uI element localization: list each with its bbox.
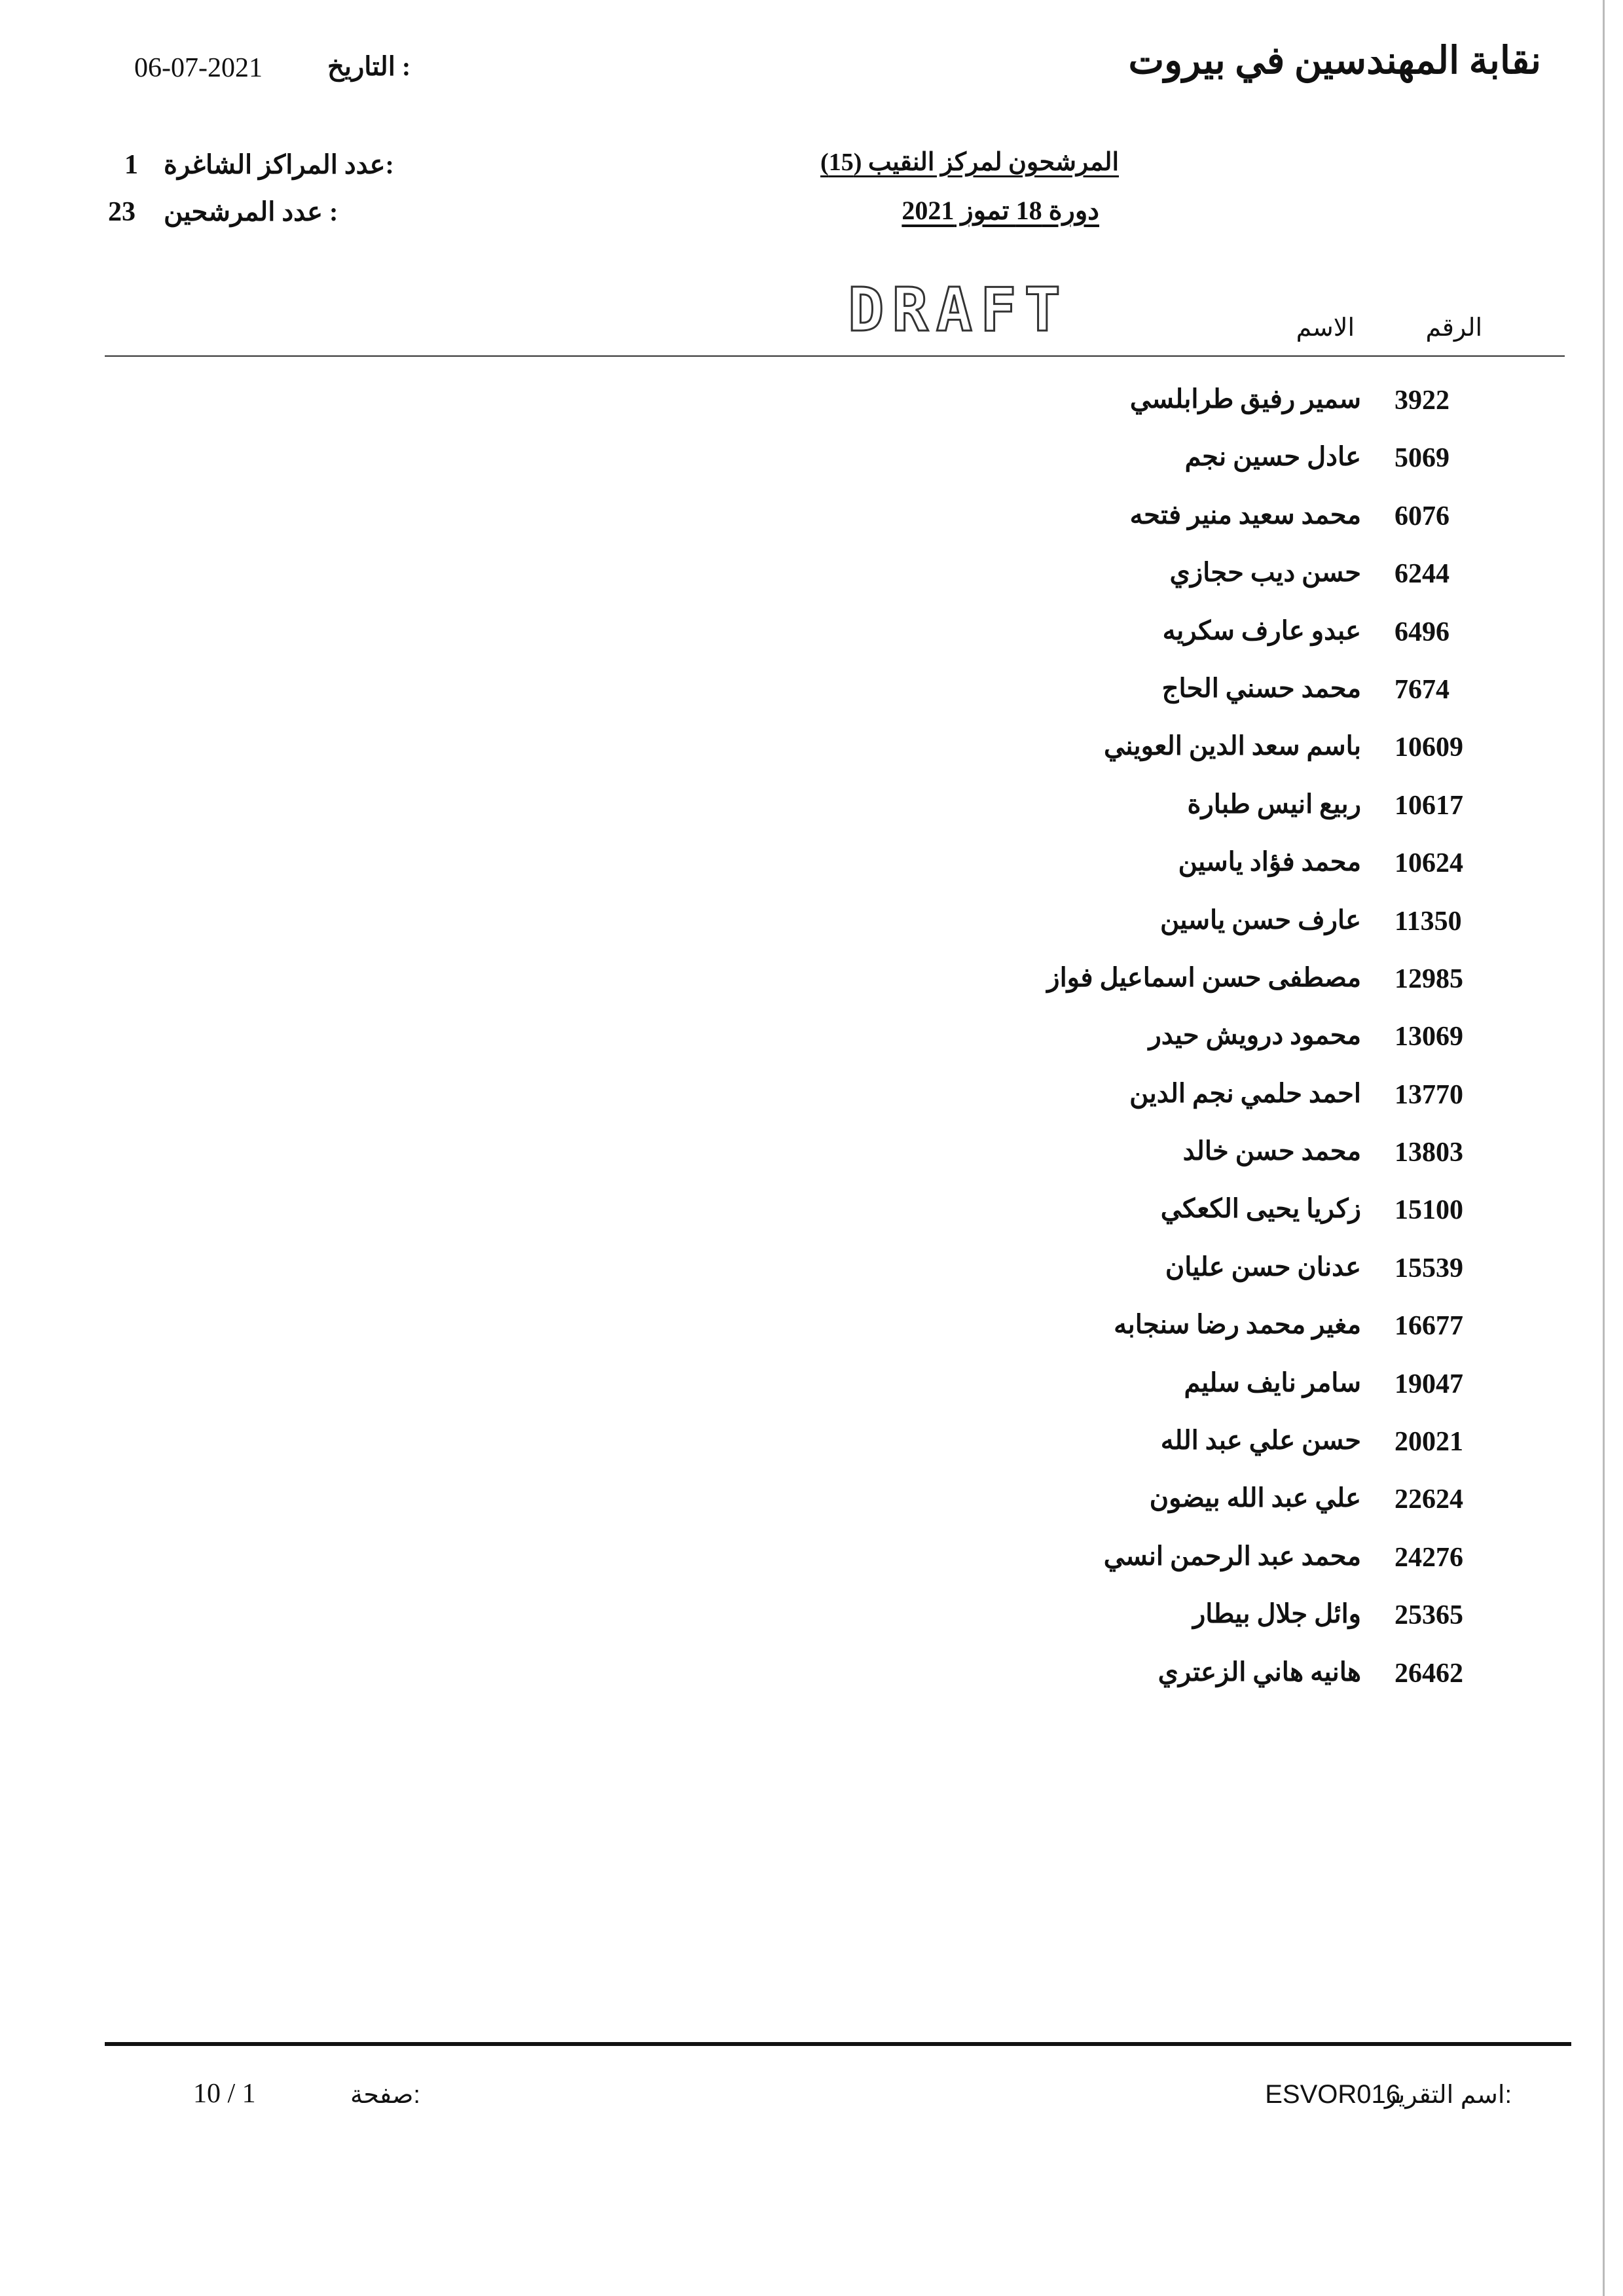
candidate-number: 24276: [1395, 1542, 1463, 1573]
candidate-name: محمد فؤاد ياسين: [1178, 847, 1361, 877]
candidate-name: محمود درويش حيدر: [1148, 1020, 1361, 1050]
table-row: [0, 1189, 1623, 1247]
table-row: [0, 1479, 1623, 1536]
table-row: [0, 1537, 1623, 1594]
candidate-name: عادل حسين نجم: [1184, 442, 1361, 472]
table-row: [0, 1132, 1623, 1189]
table-row: [0, 1074, 1623, 1132]
candidate-name: محمد عبد الرحمن انسي: [1103, 1541, 1361, 1571]
table-row: [0, 1653, 1623, 1710]
draft-watermark: DRAFT: [848, 275, 1068, 345]
footer-divider: [105, 2042, 1571, 2046]
candidate-number: 3922: [1395, 386, 1450, 416]
candidate-number: 6244: [1395, 559, 1450, 590]
candidate-name: باسم سعد الدين العويني: [1104, 731, 1361, 761]
round-title: دورة 18 تموز 2021: [902, 196, 1099, 225]
table-row: [0, 1247, 1623, 1305]
table-row: [0, 495, 1623, 553]
candidate-number: 16677: [1395, 1311, 1463, 1342]
candidate-name: حسن ديب حجازي: [1169, 558, 1361, 588]
candidate-number: 10624: [1395, 848, 1463, 879]
candidate-number: 13069: [1395, 1022, 1463, 1052]
table-row: [0, 611, 1623, 669]
table-row: [0, 901, 1623, 958]
candidate-name: عبدو عارف سكريه: [1162, 615, 1361, 645]
candidate-number: 25365: [1395, 1600, 1463, 1631]
candidate-name: وائل جلال بيطار: [1192, 1599, 1361, 1629]
candidate-name: زكريا يحيى الكعكي: [1160, 1194, 1361, 1224]
table-row: [0, 1363, 1623, 1421]
candidate-number: 10609: [1395, 732, 1463, 763]
page-number: 10 / 1: [193, 2079, 256, 2109]
candidate-name: عدنان حسن عليان: [1165, 1251, 1361, 1282]
candidate-number: 13803: [1395, 1138, 1463, 1168]
candidate-number: 11350: [1395, 906, 1462, 937]
candidates-count-label: عدد المرشحين :: [164, 197, 338, 226]
candidate-number: 26462: [1395, 1658, 1463, 1689]
candidate-name: مغير محمد رضا سنجابه: [1114, 1310, 1361, 1340]
candidate-name: سمير رفيق طرابلسي: [1129, 384, 1361, 414]
candidate-name: سامر نايف سليم: [1184, 1367, 1361, 1397]
candidate-number: 20021: [1395, 1427, 1463, 1458]
column-header-name: الاسم: [1296, 314, 1355, 342]
candidate-number: 15539: [1395, 1253, 1463, 1283]
scan-edge: [1603, 0, 1605, 2296]
report-name-label: اسم التقرير:: [1384, 2081, 1512, 2109]
candidate-name: حسن علي عبد الله: [1160, 1426, 1361, 1456]
candidates-list: [0, 380, 1623, 1710]
vacant-centers-label: عدد المراكز الشاغرة:: [164, 150, 394, 179]
candidate-number: 15100: [1395, 1195, 1463, 1226]
candidate-name: احمد حلمي نجم الدين: [1129, 1078, 1361, 1108]
report-title: المرشحون لمركز النقيب (15): [820, 149, 1119, 176]
table-row: [0, 1305, 1623, 1363]
candidate-number: 12985: [1395, 963, 1463, 994]
candidate-number: 6496: [1395, 617, 1450, 647]
table-row: [0, 1016, 1623, 1073]
candidate-name: ربيع انيس طبارة: [1187, 789, 1361, 819]
table-row: [0, 553, 1623, 611]
table-row: [0, 1594, 1623, 1652]
table-row: [0, 380, 1623, 437]
candidate-name: محمد حسني الحاج: [1161, 673, 1361, 703]
candidate-name: هانيه هاني الزعتري: [1158, 1657, 1361, 1687]
candidate-number: 10617: [1395, 790, 1463, 821]
date-value: 06-07-2021: [134, 53, 263, 83]
candidate-number: 7674: [1395, 674, 1450, 705]
page-label: صفحة:: [350, 2081, 420, 2109]
candidates-count-value: 23: [108, 197, 136, 227]
table-row: [0, 726, 1623, 784]
candidate-name: علي عبد الله بيضون: [1149, 1483, 1361, 1513]
date-label: التاريخ :: [327, 52, 411, 81]
column-header-number: الرقم: [1425, 314, 1482, 342]
candidate-number: 13770: [1395, 1079, 1463, 1110]
table-row: [0, 958, 1623, 1016]
header-divider: [105, 355, 1565, 357]
candidate-number: 19047: [1395, 1369, 1463, 1399]
candidate-number: 22624: [1395, 1484, 1463, 1515]
candidate-name: مصطفى حسن اسماعيل فواز: [1047, 962, 1361, 992]
table-row: [0, 1421, 1623, 1479]
candidate-number: 6076: [1395, 501, 1450, 531]
report-code: ESVOR016: [1265, 2080, 1400, 2109]
candidate-name: محمد سعيد منير فتحه: [1129, 499, 1361, 529]
table-row: [0, 669, 1623, 726]
table-row: [0, 437, 1623, 495]
candidate-name: عارف حسن ياسين: [1159, 905, 1361, 935]
candidate-number: 5069: [1395, 443, 1450, 474]
org-name: نقابة المهندسين في بيروت: [1128, 39, 1541, 82]
table-row: [0, 785, 1623, 842]
vacant-centers-value: 1: [124, 150, 138, 180]
table-row: [0, 842, 1623, 900]
candidate-name: محمد حسن خالد: [1182, 1136, 1361, 1166]
